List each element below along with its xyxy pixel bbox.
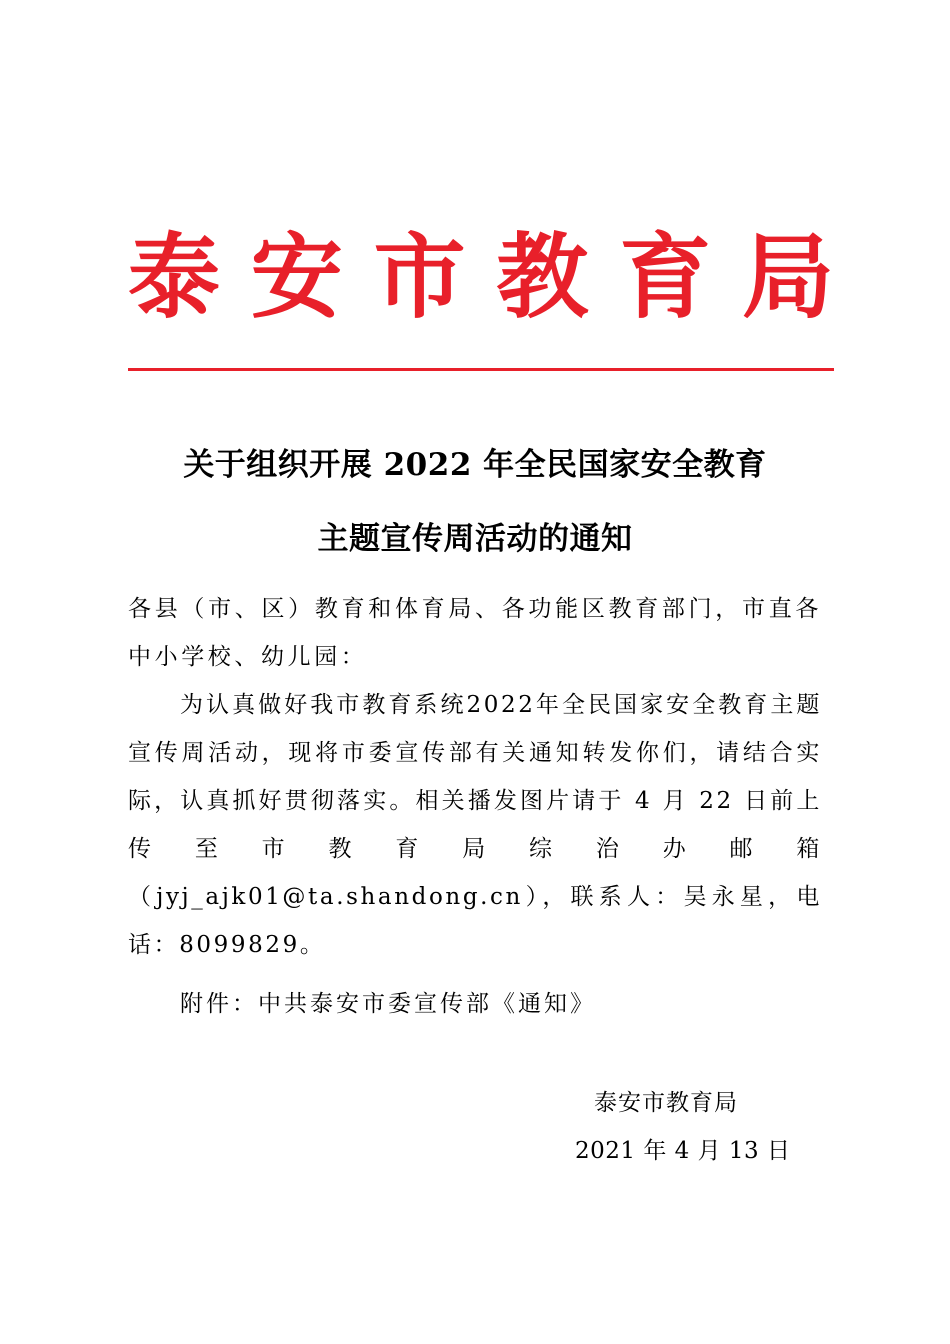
masthead-org-name — [128, 222, 834, 332]
masthead-char: 市 — [373, 223, 466, 331]
red-divider-line — [128, 368, 834, 371]
body-paragraph: 为认真做好我市教育系统2022年全民国家安全教育主题宣传周活动，现将市委宣传部有关通知转发你们，请结合实际，认真抓好贯彻落实。相关播发图片请于 4 月 22 日前上传至市教育局综治办邮箱（jyj_ajk01@ta.shandong.cn），联系人：吴永星，电话：8099829。 — [128, 692, 822, 958]
signature-organization: 泰安市教育局 — [594, 1090, 738, 1116]
salutation: 各县（市、区）教育和体育局、各功能区教育部门，市直各中小学校、幼儿园： — [128, 596, 822, 670]
masthead-char: 教 — [496, 223, 589, 331]
masthead-char: 泰 — [128, 223, 221, 331]
masthead-char: 安 — [250, 223, 343, 331]
masthead-char: 局 — [741, 223, 834, 331]
masthead-char: 育 — [619, 223, 712, 331]
document-body — [128, 585, 822, 969]
signature-date: 2021 年 4 月 13 日 — [575, 1138, 791, 1164]
document-title-line-1: 关于组织开展 2022 年全民国家安全教育 — [183, 447, 767, 483]
attachment-note: 附件：中共泰安市委宣传部《通知》 — [180, 991, 596, 1017]
document-title-line-2: 主题宣传周活动的通知 — [317, 521, 633, 557]
